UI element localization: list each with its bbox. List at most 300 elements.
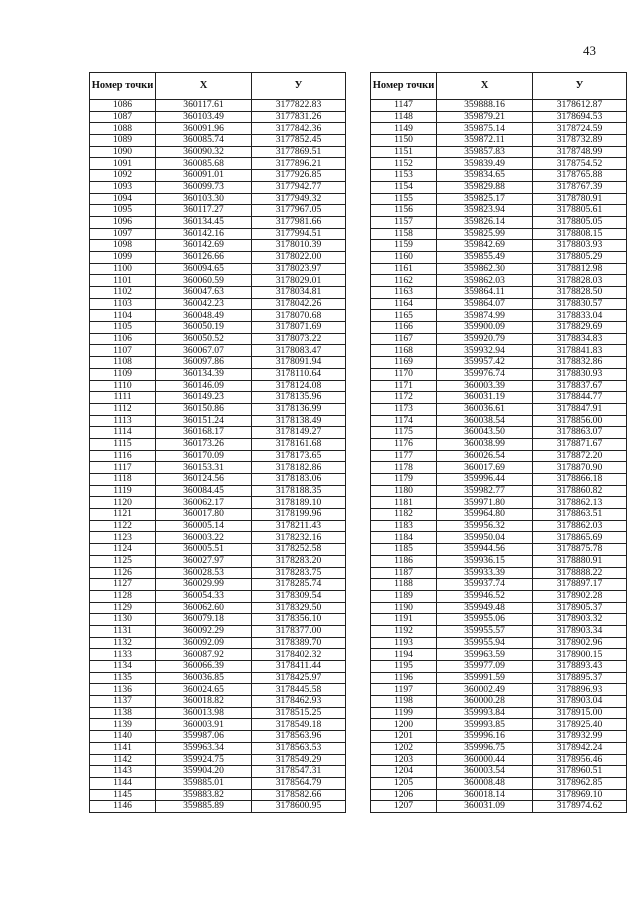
cell-x: 359883.82 [156, 789, 252, 801]
table-row [371, 625, 627, 637]
cell-y: 3178872.20 [533, 450, 627, 462]
cell-point-number: 1145 [90, 789, 156, 801]
cell-point-number: 1207 [371, 801, 437, 813]
cell-x: 360036.85 [156, 672, 252, 684]
cell-point-number: 1166 [371, 322, 437, 334]
table-row [90, 275, 346, 287]
table-row [90, 497, 346, 509]
table-row [90, 357, 346, 369]
table-row [371, 251, 627, 263]
table-row [90, 766, 346, 778]
cell-x: 359996.44 [437, 474, 533, 486]
table-row [90, 614, 346, 626]
table-row [371, 345, 627, 357]
table-row [371, 263, 627, 275]
table-row [90, 719, 346, 731]
cell-y: 3177981.66 [252, 216, 346, 228]
table-row [371, 696, 627, 708]
table-row [90, 789, 346, 801]
cell-point-number: 1118 [90, 474, 156, 486]
table-row [371, 707, 627, 719]
cell-point-number: 1163 [371, 287, 437, 299]
cell-y: 3178830.93 [533, 368, 627, 380]
cell-point-number: 1154 [371, 181, 437, 193]
cell-x: 359963.59 [437, 649, 533, 661]
table-row [371, 661, 627, 673]
cell-y: 3178865.69 [533, 532, 627, 544]
cell-point-number: 1090 [90, 146, 156, 158]
table-row [371, 649, 627, 661]
cell-y: 3178183.06 [252, 474, 346, 486]
cell-x: 360013.98 [156, 707, 252, 719]
cell-y: 3178252.58 [252, 544, 346, 556]
table-row [371, 485, 627, 497]
cell-point-number: 1185 [371, 544, 437, 556]
cell-y: 3178724.59 [533, 123, 627, 135]
cell-y: 3178803.93 [533, 240, 627, 252]
cell-y: 3178833.04 [533, 310, 627, 322]
cell-x: 360036.61 [437, 403, 533, 415]
cell-point-number: 1150 [371, 135, 437, 147]
cell-point-number: 1203 [371, 754, 437, 766]
cell-y: 3178834.83 [533, 333, 627, 345]
cell-point-number: 1116 [90, 450, 156, 462]
table-body-right [371, 100, 627, 813]
cell-x: 359955.94 [437, 637, 533, 649]
cell-point-number: 1139 [90, 719, 156, 731]
table-row [90, 696, 346, 708]
table-row [371, 637, 627, 649]
cell-x: 359862.30 [437, 263, 533, 275]
cell-y: 3178903.32 [533, 614, 627, 626]
table-row [90, 509, 346, 521]
table-row [90, 450, 346, 462]
cell-x: 359963.34 [156, 742, 252, 754]
cell-point-number: 1178 [371, 462, 437, 474]
page-number: 43 [583, 43, 596, 58]
cell-point-number: 1119 [90, 485, 156, 497]
cell-x: 359991.59 [437, 672, 533, 684]
cell-x: 360087.92 [156, 649, 252, 661]
table-row [371, 193, 627, 205]
cell-point-number: 1182 [371, 509, 437, 521]
cell-y: 3178329.50 [252, 602, 346, 614]
cell-y: 3178445.58 [252, 684, 346, 696]
cell-x: 360050.19 [156, 322, 252, 334]
cell-point-number: 1110 [90, 380, 156, 392]
cell-x: 360017.69 [437, 462, 533, 474]
cell-y: 3178732.89 [533, 135, 627, 147]
table-row [371, 228, 627, 240]
cell-point-number: 1126 [90, 567, 156, 579]
table-row [90, 251, 346, 263]
cell-point-number: 1201 [371, 731, 437, 743]
cell-y: 3177831.26 [252, 111, 346, 123]
cell-point-number: 1206 [371, 789, 437, 801]
cell-point-number: 1192 [371, 625, 437, 637]
table-row [371, 462, 627, 474]
cell-y: 3178071.69 [252, 322, 346, 334]
table-row [90, 754, 346, 766]
cell-x: 360094.65 [156, 263, 252, 275]
cell-x: 360017.80 [156, 509, 252, 521]
cell-x: 359993.84 [437, 707, 533, 719]
cell-y: 3178462.93 [252, 696, 346, 708]
table-row [371, 380, 627, 392]
cell-point-number: 1153 [371, 170, 437, 182]
table-row [371, 357, 627, 369]
cell-x: 359825.99 [437, 228, 533, 240]
cell-x: 359955.57 [437, 625, 533, 637]
table-row [371, 532, 627, 544]
cell-y: 3178893.43 [533, 661, 627, 673]
table-row [371, 275, 627, 287]
cell-point-number: 1106 [90, 333, 156, 345]
cell-x: 359842.69 [437, 240, 533, 252]
cell-point-number: 1204 [371, 766, 437, 778]
cell-y: 3177967.05 [252, 205, 346, 217]
cell-point-number: 1188 [371, 579, 437, 591]
cell-point-number: 1115 [90, 438, 156, 450]
table-row [90, 672, 346, 684]
cell-x: 359987.06 [156, 731, 252, 743]
table-row [90, 193, 346, 205]
cell-y: 3177869.51 [252, 146, 346, 158]
cell-x: 360062.60 [156, 602, 252, 614]
table-row [371, 754, 627, 766]
cell-y: 3178960.51 [533, 766, 627, 778]
cell-y: 3178830.57 [533, 298, 627, 310]
cell-y: 3178564.79 [252, 777, 346, 789]
cell-x: 360173.26 [156, 438, 252, 450]
cell-y: 3178600.95 [252, 801, 346, 813]
cell-x: 359826.14 [437, 216, 533, 228]
table-row [371, 427, 627, 439]
cell-point-number: 1137 [90, 696, 156, 708]
cell-point-number: 1141 [90, 742, 156, 754]
cell-x: 360027.97 [156, 555, 252, 567]
cell-x: 359932.94 [437, 345, 533, 357]
cell-x: 359946.52 [437, 590, 533, 602]
table-row [371, 368, 627, 380]
cell-point-number: 1125 [90, 555, 156, 567]
cell-x: 359885.89 [156, 801, 252, 813]
table-row [371, 310, 627, 322]
cell-y: 3178805.05 [533, 216, 627, 228]
cell-x: 359937.74 [437, 579, 533, 591]
header-y: У [533, 73, 627, 100]
table-row [90, 228, 346, 240]
cell-point-number: 1159 [371, 240, 437, 252]
cell-point-number: 1164 [371, 298, 437, 310]
table-row [90, 322, 346, 334]
table-row [90, 345, 346, 357]
cell-point-number: 1140 [90, 731, 156, 743]
cell-x: 360029.99 [156, 579, 252, 591]
cell-x: 360024.65 [156, 684, 252, 696]
table-row [371, 240, 627, 252]
table-row [90, 392, 346, 404]
cell-y: 3178073.22 [252, 333, 346, 345]
cell-point-number: 1098 [90, 240, 156, 252]
table-row [90, 661, 346, 673]
cell-y: 3178903.34 [533, 625, 627, 637]
table-row [90, 742, 346, 754]
cell-y: 3178135.96 [252, 392, 346, 404]
cell-y: 3178829.69 [533, 322, 627, 334]
cell-x: 360031.09 [437, 801, 533, 813]
table-row [90, 415, 346, 427]
cell-point-number: 1200 [371, 719, 437, 731]
cell-point-number: 1120 [90, 497, 156, 509]
cell-point-number: 1186 [371, 555, 437, 567]
cell-y: 3177842.36 [252, 123, 346, 135]
cell-x: 360003.91 [156, 719, 252, 731]
cell-y: 3178862.13 [533, 497, 627, 509]
cell-x: 360002.49 [437, 684, 533, 696]
cell-y: 3178754.52 [533, 158, 627, 170]
cell-y: 3178871.67 [533, 438, 627, 450]
cell-point-number: 1179 [371, 474, 437, 486]
header-point-number: Номер точки [90, 73, 156, 100]
table-row [371, 333, 627, 345]
cell-x: 360005.51 [156, 544, 252, 556]
cell-x: 360149.23 [156, 392, 252, 404]
cell-point-number: 1193 [371, 637, 437, 649]
cell-y: 3178110.64 [252, 368, 346, 380]
table-row [90, 438, 346, 450]
table-row [90, 111, 346, 123]
cell-x: 359924.75 [156, 754, 252, 766]
cell-point-number: 1092 [90, 170, 156, 182]
cell-x: 360090.32 [156, 146, 252, 158]
cell-y: 3178767.39 [533, 181, 627, 193]
table-row [371, 509, 627, 521]
cell-x: 360117.61 [156, 100, 252, 112]
cell-x: 360008.48 [437, 777, 533, 789]
cell-point-number: 1152 [371, 158, 437, 170]
table-row [371, 684, 627, 696]
cell-point-number: 1143 [90, 766, 156, 778]
cell-y: 3178563.53 [252, 742, 346, 754]
cell-y: 3177852.45 [252, 135, 346, 147]
table-row [90, 579, 346, 591]
cell-y: 3177822.83 [252, 100, 346, 112]
cell-y: 3178549.29 [252, 754, 346, 766]
table-row [371, 567, 627, 579]
cell-x: 360134.45 [156, 216, 252, 228]
cell-point-number: 1205 [371, 777, 437, 789]
table-row [371, 497, 627, 509]
cell-x: 359875.14 [437, 123, 533, 135]
header-point-number: Номер точки [371, 73, 437, 100]
cell-x: 360117.27 [156, 205, 252, 217]
table-row [371, 135, 627, 147]
cell-point-number: 1191 [371, 614, 437, 626]
cell-y: 3178805.61 [533, 205, 627, 217]
cell-y: 3178808.15 [533, 228, 627, 240]
table-row [90, 777, 346, 789]
cell-point-number: 1117 [90, 462, 156, 474]
table-row [371, 287, 627, 299]
table-row [371, 415, 627, 427]
cell-point-number: 1133 [90, 649, 156, 661]
cell-point-number: 1142 [90, 754, 156, 766]
cell-point-number: 1167 [371, 333, 437, 345]
cell-point-number: 1089 [90, 135, 156, 147]
table-row [90, 544, 346, 556]
cell-y: 3178188.35 [252, 485, 346, 497]
table-row [90, 240, 346, 252]
cell-y: 3177926.85 [252, 170, 346, 182]
table-row [90, 532, 346, 544]
cell-x: 360042.23 [156, 298, 252, 310]
cell-point-number: 1093 [90, 181, 156, 193]
table-row [90, 216, 346, 228]
cell-y: 3178563.96 [252, 731, 346, 743]
table-row [90, 333, 346, 345]
table-row [90, 684, 346, 696]
cell-y: 3178232.16 [252, 532, 346, 544]
cell-y: 3178847.91 [533, 403, 627, 415]
cell-y: 3177896.21 [252, 158, 346, 170]
cell-point-number: 1158 [371, 228, 437, 240]
cell-y: 3178083.47 [252, 345, 346, 357]
cell-x: 359885.01 [156, 777, 252, 789]
cell-y: 3178832.86 [533, 357, 627, 369]
cell-y: 3178189.10 [252, 497, 346, 509]
cell-y: 3178841.83 [533, 345, 627, 357]
cell-y: 3178863.51 [533, 509, 627, 521]
header-x: X [437, 73, 533, 100]
cell-point-number: 1148 [371, 111, 437, 123]
cell-x: 359904.20 [156, 766, 252, 778]
coordinates-table-right [370, 72, 627, 813]
cell-x: 359872.11 [437, 135, 533, 147]
cell-point-number: 1171 [371, 380, 437, 392]
table-row [90, 567, 346, 579]
cell-y: 3178549.18 [252, 719, 346, 731]
cell-x: 360000.44 [437, 754, 533, 766]
coordinates-table-left [89, 72, 346, 813]
cell-y: 3178903.04 [533, 696, 627, 708]
cell-x: 360003.54 [437, 766, 533, 778]
cell-y: 3177942.77 [252, 181, 346, 193]
cell-y: 3178515.25 [252, 707, 346, 719]
cell-y: 3177949.32 [252, 193, 346, 205]
cell-y: 3178034.81 [252, 287, 346, 299]
cell-point-number: 1160 [371, 251, 437, 263]
cell-point-number: 1175 [371, 427, 437, 439]
cell-y: 3178942.24 [533, 742, 627, 754]
cell-x: 360062.17 [156, 497, 252, 509]
table-row [90, 298, 346, 310]
cell-x: 360048.49 [156, 310, 252, 322]
cell-x: 360018.82 [156, 696, 252, 708]
cell-point-number: 1123 [90, 532, 156, 544]
cell-point-number: 1100 [90, 263, 156, 275]
cell-y: 3178780.91 [533, 193, 627, 205]
table-row [371, 100, 627, 112]
cell-y: 3178844.77 [533, 392, 627, 404]
cell-y: 3178283.75 [252, 567, 346, 579]
cell-point-number: 1127 [90, 579, 156, 591]
cell-y: 3178896.93 [533, 684, 627, 696]
cell-x: 360170.09 [156, 450, 252, 462]
cell-point-number: 1161 [371, 263, 437, 275]
table-row [371, 766, 627, 778]
cell-point-number: 1146 [90, 801, 156, 813]
cell-y: 3178870.90 [533, 462, 627, 474]
cell-x: 360097.86 [156, 357, 252, 369]
cell-x: 360031.19 [437, 392, 533, 404]
cell-x: 360142.69 [156, 240, 252, 252]
cell-y: 3178377.00 [252, 625, 346, 637]
cell-y: 3178932.99 [533, 731, 627, 743]
table-row [90, 485, 346, 497]
table-row [90, 146, 346, 158]
cell-y: 3178010.39 [252, 240, 346, 252]
cell-point-number: 1144 [90, 777, 156, 789]
cell-y: 3178962.85 [533, 777, 627, 789]
cell-x: 359839.49 [437, 158, 533, 170]
cell-x: 360000.28 [437, 696, 533, 708]
cell-point-number: 1173 [371, 403, 437, 415]
table-row [90, 427, 346, 439]
cell-x: 360134.39 [156, 368, 252, 380]
cell-point-number: 1189 [371, 590, 437, 602]
cell-y: 3178211.43 [252, 520, 346, 532]
cell-x: 360092.09 [156, 637, 252, 649]
cell-x: 360054.33 [156, 590, 252, 602]
cell-x: 359857.83 [437, 146, 533, 158]
cell-x: 360043.50 [437, 427, 533, 439]
cell-point-number: 1103 [90, 298, 156, 310]
cell-point-number: 1170 [371, 368, 437, 380]
table-row [90, 170, 346, 182]
table-row [371, 322, 627, 334]
cell-x: 359993.85 [437, 719, 533, 731]
cell-point-number: 1168 [371, 345, 437, 357]
cell-point-number: 1130 [90, 614, 156, 626]
table-row [371, 474, 627, 486]
cell-y: 3178915.00 [533, 707, 627, 719]
table-row [90, 707, 346, 719]
cell-x: 360047.63 [156, 287, 252, 299]
table-row [371, 602, 627, 614]
table-row [371, 450, 627, 462]
cell-point-number: 1087 [90, 111, 156, 123]
cell-point-number: 1184 [371, 532, 437, 544]
cell-y: 3178812.98 [533, 263, 627, 275]
cell-point-number: 1198 [371, 696, 437, 708]
cell-point-number: 1108 [90, 357, 156, 369]
cell-point-number: 1147 [371, 100, 437, 112]
cell-x: 359955.06 [437, 614, 533, 626]
cell-point-number: 1199 [371, 707, 437, 719]
cell-x: 359823.94 [437, 205, 533, 217]
cell-point-number: 1129 [90, 602, 156, 614]
table-row [90, 135, 346, 147]
cell-point-number: 1180 [371, 485, 437, 497]
cell-x: 360003.22 [156, 532, 252, 544]
cell-point-number: 1157 [371, 216, 437, 228]
table-row [90, 368, 346, 380]
table-header-row [90, 73, 346, 100]
cell-x: 360103.30 [156, 193, 252, 205]
cell-y: 3178828.03 [533, 275, 627, 287]
cell-point-number: 1138 [90, 707, 156, 719]
